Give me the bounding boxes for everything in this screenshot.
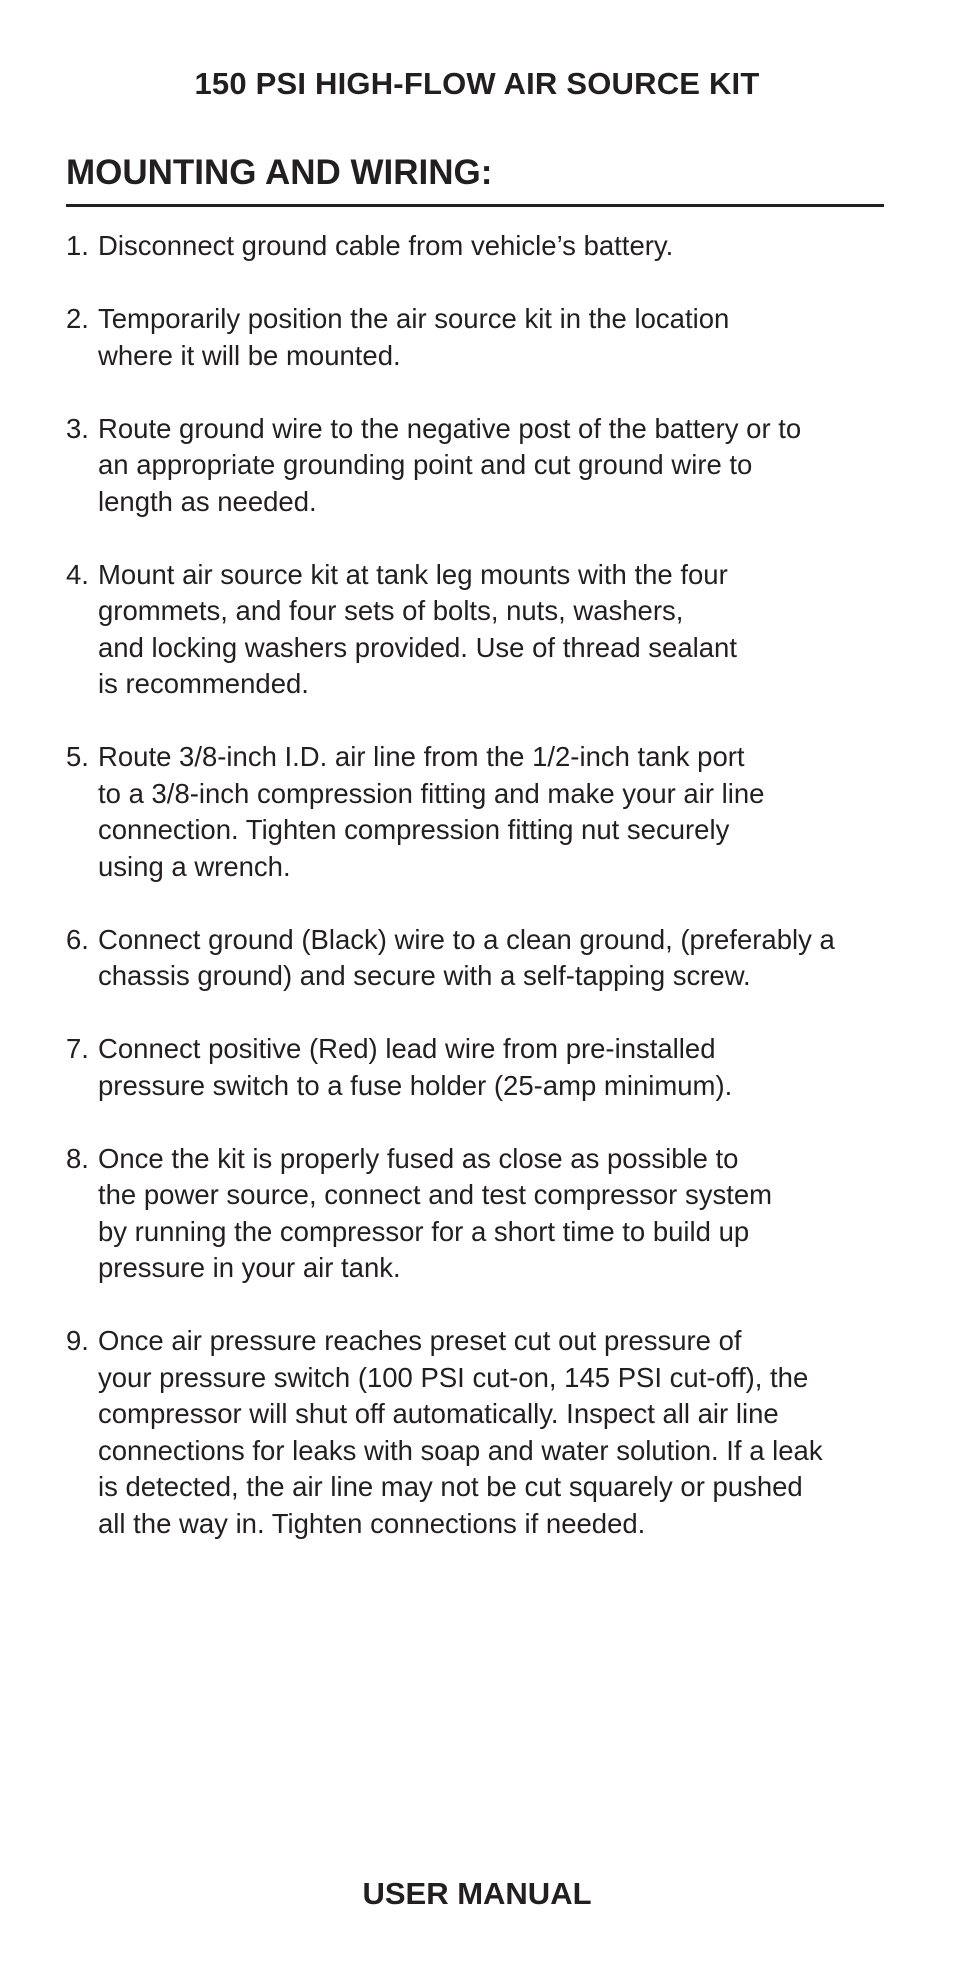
step-text: Temporarily position the air source kit in the location where it will be mounted.: [98, 303, 730, 371]
step-number: 5.: [66, 741, 89, 772]
step-number: 9.: [66, 1325, 89, 1356]
step-text: Connect positive (Red) lead wire from pre-installed pressure switch to a fuse holder (25-amp minimum).: [98, 1033, 733, 1101]
section-heading: MOUNTING AND WIRING:: [66, 152, 884, 207]
instruction-step-6: [66, 922, 896, 995]
step-text: Route 3/8-inch I.D. air line from the 1/2-inch tank port to a 3/8-inch compression fitting and make your air line connection. Tighten compression fitting nut securely using a wrench.: [98, 741, 765, 882]
instruction-step-4: [66, 557, 896, 703]
instruction-list: [66, 228, 896, 1579]
step-number: 2.: [66, 303, 89, 334]
step-number: 1.: [66, 230, 89, 261]
document-title: 150 PSI HIGH-FLOW AIR SOURCE KIT: [194, 66, 760, 101]
step-text: Mount air source kit at tank leg mounts with the four grommets, and four sets of bolts, nuts, washers, and locking washers provided. Use of thread sealant is recommended.: [98, 558, 737, 699]
step-number: 7.: [66, 1033, 89, 1064]
step-text: Once air pressure reaches preset cut out pressure of your pressure switch (100 PSI cut-on, 145 PSI cut-off), the compressor will shut off automatically. Inspect all air line connections for leaks with soap and water solution. If a leak is detected, the air line may not be cut squarely or pushed all the way in. Tighten connections if needed.: [98, 1325, 823, 1539]
step-text: Once the kit is properly fused as close as possible to the power source, connect and test compressor system by running the compressor for a short time to build up pressure in your air tank.: [98, 1142, 773, 1283]
instruction-step-5: [66, 739, 896, 885]
step-text: Connect ground (Black) wire to a clean ground, (preferably a chassis ground) and secure with a self-tapping screw.: [98, 923, 835, 991]
step-number: 8.: [66, 1142, 89, 1174]
instruction-step-7: [66, 1031, 896, 1104]
step-number: 3.: [66, 412, 89, 444]
step-number: 4.: [66, 558, 89, 590]
instruction-step-1: [66, 228, 896, 265]
instruction-step-2: [66, 301, 896, 374]
step-text: Disconnect ground cable from vehicle’s battery.: [98, 230, 674, 261]
step-number: 6.: [66, 923, 89, 955]
instruction-step-8: [66, 1141, 896, 1287]
instruction-step-9: [66, 1323, 896, 1542]
footer-label: USER MANUAL: [362, 1876, 592, 1911]
instruction-step-3: [66, 411, 896, 521]
step-text: Route ground wire to the negative post of the battery or to an appropriate grounding point and cut ground wire to length as needed.: [98, 412, 802, 517]
